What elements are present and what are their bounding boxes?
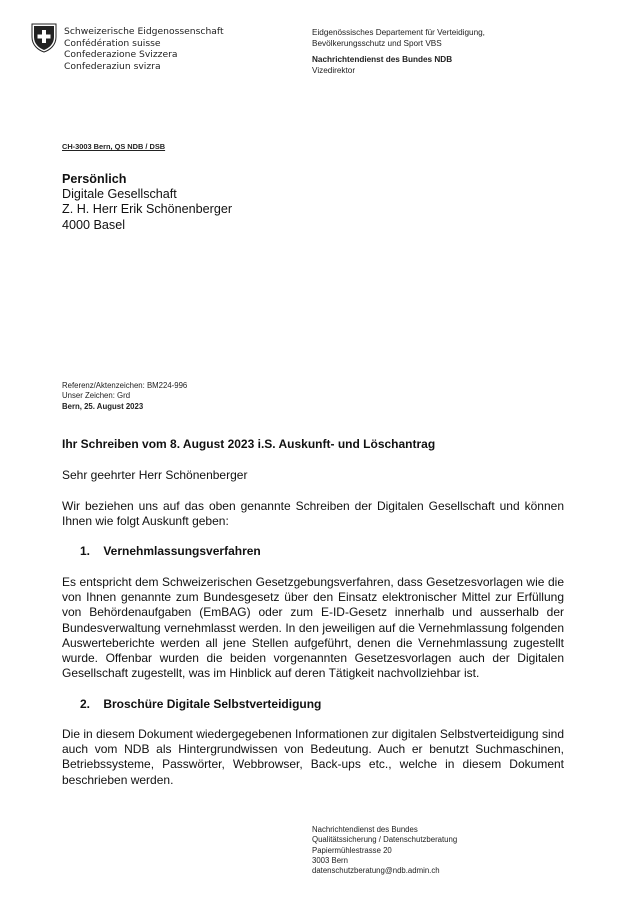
reference-block — [62, 381, 187, 412]
recipient-person: Z. H. Herr Erik Schönenberger — [62, 202, 233, 217]
letter-subject: Ihr Schreiben vom 8. August 2023 i.S. Auskunft- und Löschantrag — [62, 437, 436, 451]
recipient-organization: Digitale Gesellschaft — [62, 187, 177, 202]
section-title-2: Broschüre Digitale Selbstverteidigung — [103, 697, 322, 711]
our-sign: Unser Zeichen: Grd — [62, 391, 131, 401]
section-number-2: 2. — [80, 697, 91, 711]
swiss-coat-of-arms-icon — [31, 23, 57, 53]
federation-name-rm: Confederaziun svizra — [64, 60, 161, 72]
recipient-address — [62, 172, 232, 233]
department-name-line2: Bevölkerungsschutz und Sport VBS — [312, 38, 442, 48]
department-block — [312, 28, 485, 76]
section-heading-1 — [80, 544, 261, 558]
section-number-1: 1. — [80, 544, 91, 558]
salutation: Sehr geehrter Herr Schönenberger — [62, 468, 248, 482]
federation-name-it: Confederazione Svizzera — [64, 49, 178, 61]
recipient-city: 4000 Basel — [62, 217, 126, 232]
reference-number: Referenz/Aktenzeichen: BM224-996 — [62, 381, 188, 390]
footer-email: datenschutzberatung@ndb.admin.ch — [312, 866, 440, 876]
federation-name-fr: Confédération suisse — [64, 37, 161, 49]
footer-unit: Qualitätssicherung / Datenschutzberatung — [312, 835, 458, 845]
department-name: Eidgenössisches Departement für Verteidigung, — [312, 28, 485, 37]
section-paragraph-2: Die in diesem Dokument wiedergegebenen Informationen zur digitalen Selbstverteidigung sind auch vom NDB als Hintergrundwissen von Bedeutung. Auch er benutzt Suchmaschinen, Betriebssysteme, Passwörter, Webbrowser, Back-ups etc., welche in diesem Dokument beschrieben werden. — [62, 727, 564, 787]
section-paragraph-1: Es entspricht dem Schweizerischen Gesetzgebungsverfahren, dass Gesetzesvorlagen wie die von Ihnen genannte zum Bundesgesetz über den Einsatz elektronischer Mittel zur Erfüllung von Behördenaufgaben (EmBAG) oder zum E-ID-Gesetz innerhalb und ausserhalb der Bundesverwaltung vernehmlasst werden. In den jeweiligen auf die Vernehmlassung folgenden Auswerteberichte werden all jene Stellen aufgeführt, denen die Vernehmlassung zugestellt wurde. Offenbar wurden die beiden vorgenannten Gesetzesvorlagen auch der Digitalen Gesellschaft zugestellt, was im Hinblick auf deren Tätigkeit nachvollziehbar ist. — [62, 575, 564, 681]
federation-name-de: Schweizerische Eidgenossenschaft — [64, 26, 224, 37]
position-title: Vizedirektor — [312, 65, 356, 75]
section-title-1: Vernehmlassungsverfahren — [103, 544, 261, 558]
footer-city: 3003 Bern — [312, 855, 348, 865]
recipient-personal: Persönlich — [62, 172, 127, 186]
footer-address — [312, 825, 457, 876]
federation-names — [64, 26, 224, 72]
intro-paragraph: Wir beziehen uns auf das oben genannte Schreiben der Digitalen Gesellschaft und können Ihnen wie folgt Auskunft geben: — [62, 499, 564, 529]
footer-street: Papiermühlestrasse 20 — [312, 845, 392, 855]
section-heading-2 — [80, 697, 321, 711]
office-name: Nachrichtendienst des Bundes NDB — [312, 55, 453, 64]
footer-office: Nachrichtendienst des Bundes — [312, 825, 418, 834]
return-address: CH-3003 Bern, QS NDB / DSB — [62, 142, 166, 151]
letter-date: Bern, 25. August 2023 — [62, 401, 144, 411]
